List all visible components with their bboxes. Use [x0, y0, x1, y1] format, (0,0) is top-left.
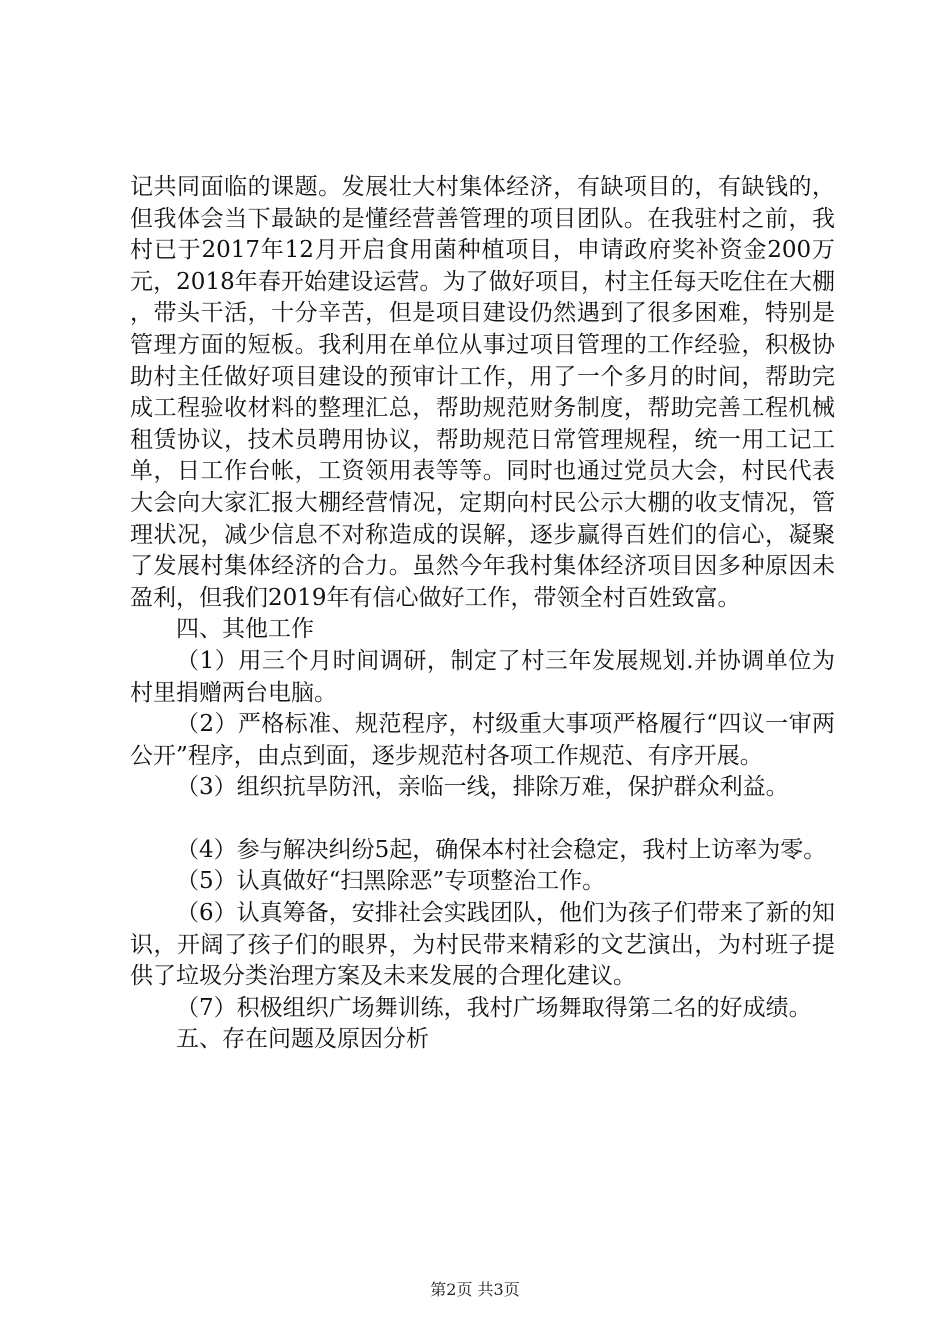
list-item-5: （5）认真做好“扫黑除恶”专项整治工作。	[176, 868, 606, 895]
list-item-2: （2）严格标准、规范程序，村级重大事项严格履行“四议一审两公开”程序，由点到面，逐步规范村各项工作规范、有序开展。	[130, 711, 835, 769]
section-heading-other-work: 四、其他工作	[176, 616, 314, 643]
list-item-3: （3）组织抗旱防汛，亲临一线，排除万难，保护群众利益。	[176, 774, 789, 801]
document-body	[130, 172, 835, 1056]
list-item-1: （1）用三个月时间调研，制定了村三年发展规划.并协调单位为村里捐赠两台电脑。	[130, 647, 835, 706]
body-paragraph-project: 记共同面临的课题。发展壮大村集体经济，有缺项目的，有缺钱的，但我体会当下最缺的是懂经营善管理的项目团队。在我驻村之前，我村已于2017年12月开启食用菌种植项目，申请政府奖补资金200万元，2018年春开始建设运营。为了做好项目，村主任每天吃住在大棚，带头干活，十分辛苦，但是项目建设仍然遇到了很多困难，特别是管理方面的短板。我利用在单位从事过项目管理的工作经验，积极协助村主任做好项目建设的预审计工作，用了一个多月的时间，帮助完成工程验收材料的整理汇总，帮助规范财务制度，帮助完善工程机械租赁协议，技术员聘用协议，帮助规范日常管理规程，统一用工记工单，日工作台帐，工资领用表等等。同时也通过党员大会，村民代表大会向大家汇报大棚经营情况，定期向村民公示大棚的收支情况，管理状况，减少信息不对称造成的误解，逐步赢得百姓们的信心，凝聚了发展村集体经济的合力。虽然今年我村集体经济项目因多种原因未盈利，但我们2019年有信心做好工作，带领全村百姓致富。	[130, 174, 835, 611]
list-item-4: （4）参与解决纠纷5起，确保本村社会稳定，我村上访率为零。	[176, 836, 827, 863]
page-footer: 第2页 共3页	[430, 1280, 520, 1299]
list-item-6: （6）认真筹备，安排社会实践团队，他们为孩子们带来了新的知识，开阔了孩子们的眼界，为村民带来精彩的文艺演出，为村班子提供了垃圾分类治理方案及未来发展的合理化建议。	[130, 900, 835, 990]
list-item-7: （7）积极组织广场舞训练，我村广场舞取得第二名的好成绩。	[176, 994, 812, 1021]
section-heading-problems: 五、存在问题及原因分析	[176, 1026, 429, 1053]
